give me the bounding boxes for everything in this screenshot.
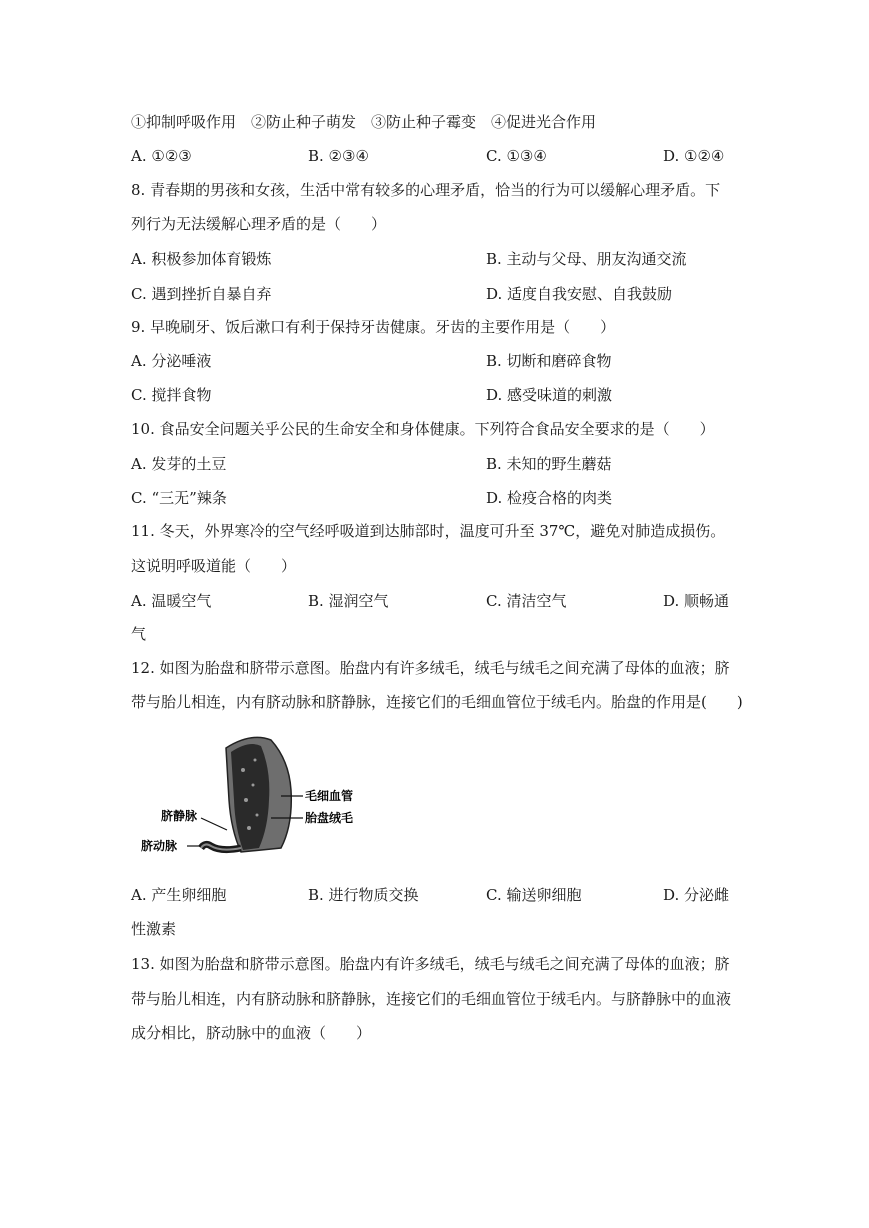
q8-stem-line2: 列行为无法缓解心理矛盾的是（ ） (131, 215, 387, 233)
q10-option-c: C. “三无”辣条 (131, 489, 227, 507)
q9-option-c: C. 搅拌食物 (131, 386, 212, 404)
q8-option-c: C. 遇到挫折自暴自弃 (131, 285, 272, 303)
q8-option-b: B. 主动与父母、朋友沟通交流 (486, 250, 687, 268)
q10-stem: 10. 食品安全问题关乎公民的生命安全和身体健康。下列符合食品安全要求的是（ ） (131, 420, 715, 438)
label-capillary: 毛细血管 (305, 789, 354, 803)
q11-option-b: B. 湿润空气 (308, 592, 389, 610)
placenta-umbilical-cord-figure (131, 730, 371, 860)
q13-stem-line2: 带与胎儿相连，内有脐动脉和脐静脉，连接它们的毛细血管位于绒毛内。与脐静脉中的血液 (131, 990, 732, 1008)
q8-option-d: D. 适度自我安慰、自我鼓励 (486, 285, 673, 303)
q9-stem: 9. 早晚刷牙、饭后漱口有利于保持牙齿健康。牙齿的主要作用是（ ） (131, 318, 616, 336)
q11-stem-line1: 11. 冬天，外界寒冷的空气经呼吸道到达肺部时，温度可升至 37℃，避免对肺造成损伤。 (131, 522, 726, 540)
q11-option-d-wrap: 气 (131, 625, 147, 643)
q11-stem-line2: 这说明呼吸道能（ ） (131, 557, 297, 575)
q9-option-d: D. 感受味道的刺激 (486, 386, 613, 404)
q12-option-d-wrap: 性激素 (131, 920, 177, 938)
q11-option-c: C. 清洁空气 (486, 592, 567, 610)
label-umbilical-vein: 脐静脉 (161, 809, 198, 823)
q7-option-a: A. ①②③ (131, 147, 192, 165)
q8-stem-line1: 8. 青春期的男孩和女孩，生活中常有较多的心理矛盾，恰当的行为可以缓解心理矛盾。下 (131, 181, 721, 199)
q11-option-d: D. 顺畅通 (663, 592, 730, 610)
q9-option-a: A. 分泌唾液 (131, 352, 212, 370)
q12-stem-line1: 12. 如图为胎盘和脐带示意图。胎盘内有许多绒毛，绒毛与绒毛之间充满了母体的血液；脐 (131, 659, 730, 677)
q10-option-a: A. 发芽的土豆 (131, 455, 227, 473)
q10-option-d: D. 检疫合格的肉类 (486, 489, 613, 507)
label-umbilical-artery: 脐动脉 (141, 839, 178, 853)
q12-option-a: A. 产生卵细胞 (131, 886, 227, 904)
q12-stem-line2: 带与胎儿相连，内有脐动脉和脐静脉，连接它们的毛细血管位于绒毛内。胎盘的作用是( ) (131, 693, 743, 711)
q13-stem-line3: 成分相比，脐动脉中的血液（ ） (131, 1024, 372, 1042)
q10-option-b: B. 未知的野生蘑菇 (486, 455, 612, 473)
q13-stem-line1: 13. 如图为胎盘和脐带示意图。胎盘内有许多绒毛，绒毛与绒毛之间充满了母体的血液；脐 (131, 955, 730, 973)
q9-option-b: B. 切断和磨碎食物 (486, 352, 612, 370)
label-villi: 胎盘绒毛 (305, 811, 354, 825)
q7-option-b: B. ②③④ (308, 147, 369, 165)
q7-option-d: D. ①②④ (663, 147, 725, 165)
q12-option-b: B. 进行物质交换 (308, 886, 419, 904)
q7-option-c: C. ①③④ (486, 147, 547, 165)
q7-items: ①抑制呼吸作用 ②防止种子萌发 ③防止种子霉变 ④促进光合作用 (131, 113, 597, 131)
q8-option-a: A. 积极参加体育锻炼 (131, 250, 272, 268)
placenta-diagram (131, 730, 371, 860)
q11-option-a: A. 温暖空气 (131, 592, 212, 610)
q12-option-c: C. 输送卵细胞 (486, 886, 582, 904)
q12-option-d: D. 分泌雌 (663, 886, 730, 904)
